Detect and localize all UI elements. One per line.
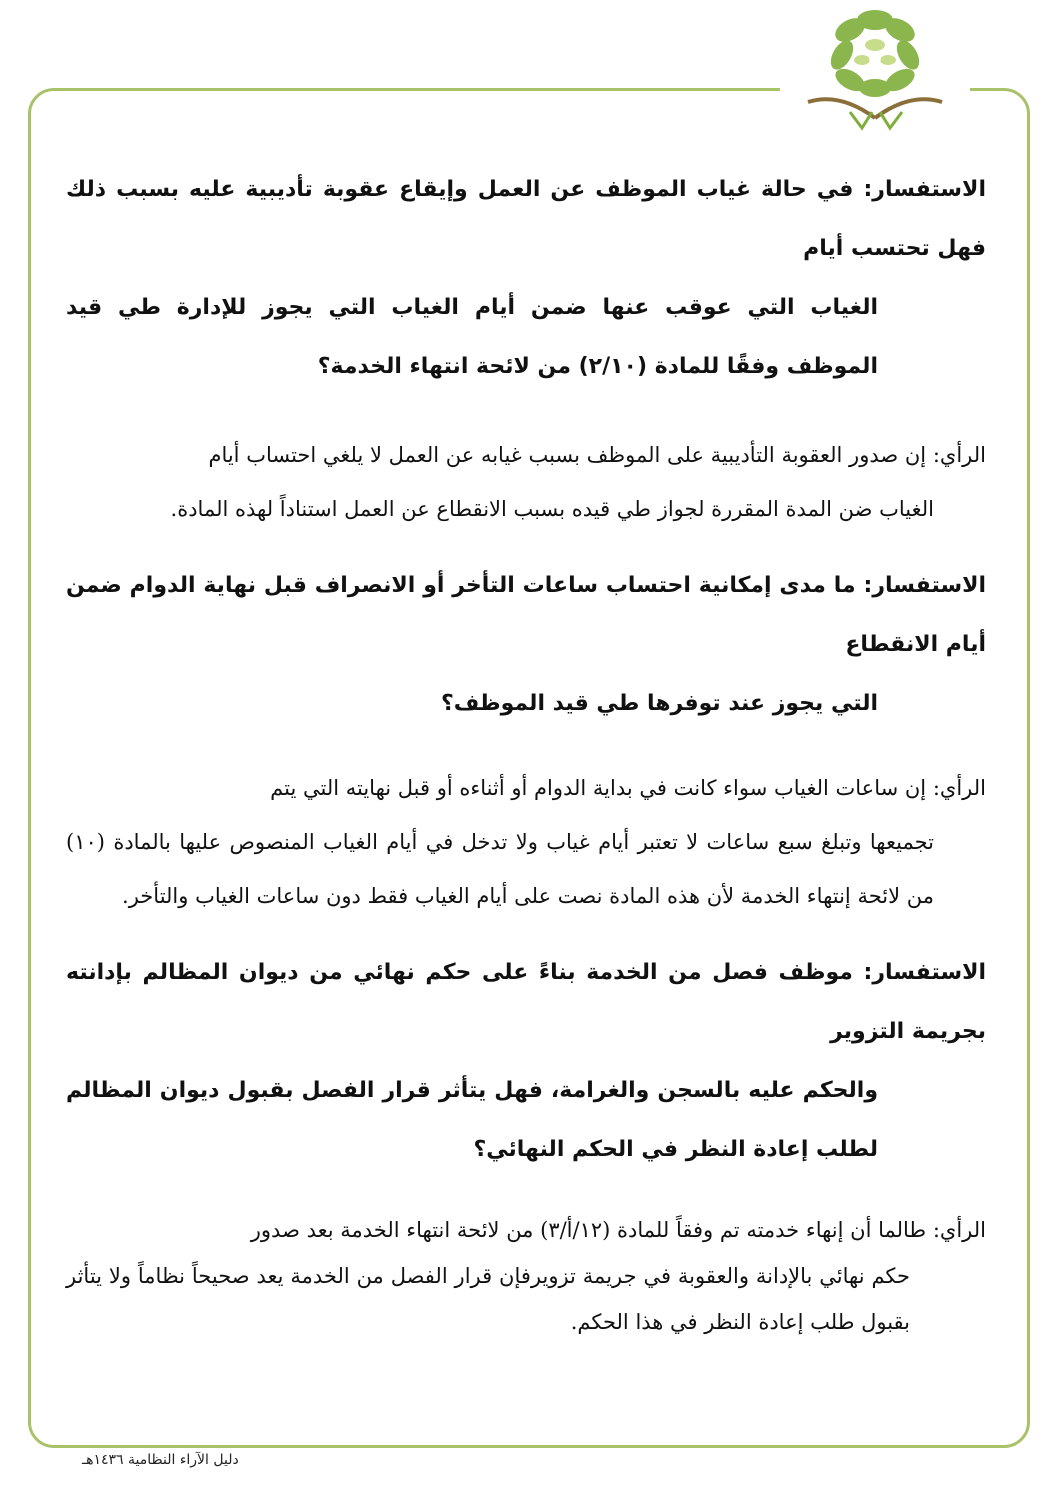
- answer-block: [66, 1207, 986, 1345]
- palm-swords-emblem-icon: [780, 0, 970, 148]
- page-footer: دليل الآراء النظامية ١٤٣٦هـ: [82, 1452, 239, 1468]
- answer-text: إن ساعات الغياب سواء كانت في بداية الدوام أو أثناءه أو قبل نهايته التي يتم: [270, 776, 927, 800]
- answer-block: [66, 428, 986, 536]
- question-block: [66, 160, 986, 396]
- answer-text-continued: الغياب ضن المدة المقررة لجواز طي قيده بسبب الانقطاع عن العمل استناداً لهذه المادة.: [170, 497, 934, 521]
- answer-text-continued: حكم نهائي بالإدانة والعقوبة في جريمة تزويرفإن قرار الفصل من الخدمة يعد صحيحاً نظاماً ولا يتأثر بقبول طلب إعادة النظر في هذا الحكم.: [66, 1264, 910, 1334]
- question-text: ما مدى إمكانية احتساب ساعات التأخر أو الانصراف قبل نهاية الدوام ضمن أيام الانقطاع: [66, 573, 986, 657]
- answer-text: إن صدور العقوبة التأديبية على الموظف بسبب غيابه عن العمل لا يلغي احتساب أيام: [208, 443, 927, 467]
- question-text-continued: الغياب التي عوقب عنها ضمن أيام الغياب التي يجوز للإدارة طي قيد الموظف وفقًا للمادة (٢/١٠) من لائحة انتهاء الخدمة؟: [66, 295, 878, 379]
- question-text-continued: والحكم عليه بالسجن والغرامة، فهل يتأثر قرار الفصل بقبول ديوان المظالم لطلب إعادة النظر في الحكم النهائي؟: [66, 1078, 878, 1162]
- answer-label: الرأي:: [932, 443, 986, 467]
- question-block: [66, 943, 986, 1179]
- question-block: [66, 556, 986, 733]
- answer-label: الرأي:: [932, 1218, 986, 1242]
- question-label: الاستفسار:: [863, 960, 986, 985]
- logo-emblem: [780, 0, 970, 148]
- question-text-continued: التي يجوز عند توفرها طي قيد الموظف؟: [440, 691, 878, 716]
- answer-text: طالما أن إنهاء خدمته تم وفقاً للمادة (١٢/أ/٣) من لائحة انتهاء الخدمة بعد صدور: [250, 1218, 927, 1242]
- question-label: الاستفسار:: [863, 573, 986, 598]
- question-text: موظف فصل من الخدمة بناءً على حكم نهائي من ديوان المظالم بإدانته بجريمة التزوير: [66, 960, 986, 1044]
- question-label: الاستفسار:: [863, 177, 986, 202]
- question-text: في حالة غياب الموظف عن العمل وإيقاع عقوبة تأديبية عليه بسبب ذلك فهل تحتسب أيام: [66, 177, 986, 261]
- document-body: [66, 160, 986, 1345]
- answer-text-continued: تجميعها وتبلغ سبع ساعات لا تعتبر أيام غياب ولا تدخل في أيام الغياب المنصوص عليها بالمادة (١٠) من لائحة إنتهاء الخدمة لأن هذه المادة نصت على أيام الغياب فقط دون ساعات الغياب والتأخر.: [66, 830, 934, 908]
- answer-block: [66, 761, 986, 923]
- answer-label: الرأي:: [932, 776, 986, 800]
